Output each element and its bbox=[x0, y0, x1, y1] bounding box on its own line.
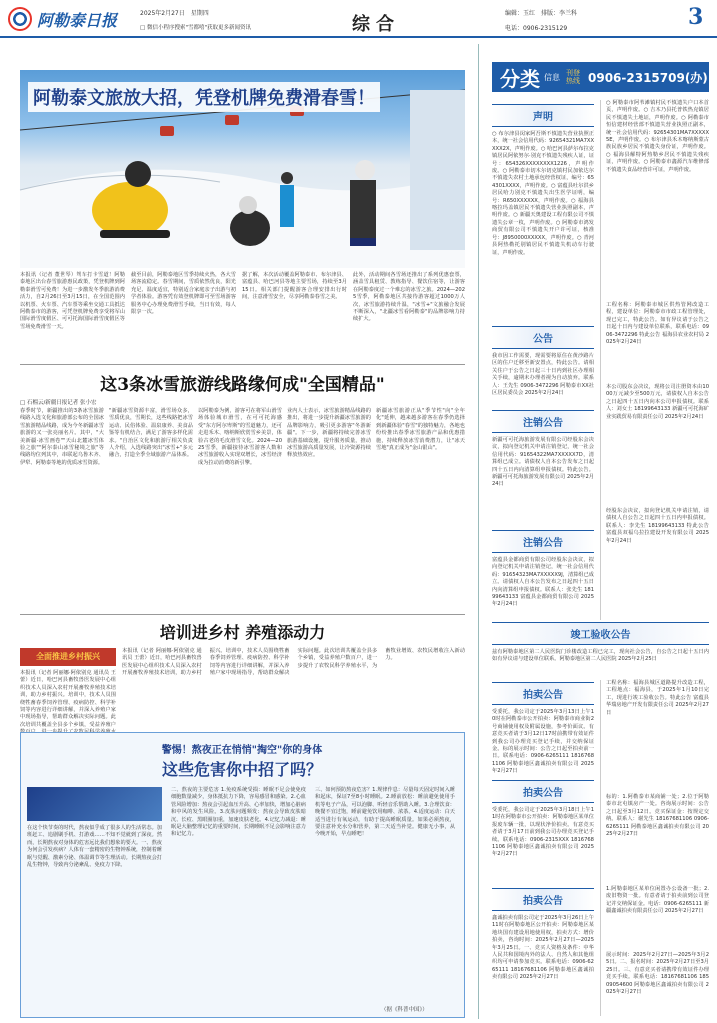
masthead bbox=[0, 0, 717, 38]
wechat-hint: □ 微信小程序搜索"雪都嘻"获取更多新闻资讯 bbox=[140, 25, 252, 31]
notice-title: 拍卖公告 bbox=[492, 780, 594, 803]
notice-body: 鑫诚拍卖有限公司定于2025年3月26日上午11时在阿勒泰地区公开拍卖：阿勒泰地区某地块国有建设用地使用权，拍卖方式：增价拍卖，咨询时间：2025年2月27日—2025年3月25日。一、竞买人资格及条件：中华人民共和国境内外的法人、自然人和其他组织均可申请参加竞买。联系电话：0906-6265111 18167681106 阿勒泰地区鑫诚拍卖有限公司 2025年2月27日 bbox=[492, 915, 594, 981]
notice-jungong bbox=[492, 622, 709, 677]
notice-body: 受委托，我公司定于2025年3月13日上午10时在阿勒泰市公开拍卖：阿勒泰市商业街2号商铺使用权及附属设施，参考价面议。有意竞买者请于3月12日17时前携带有效证件到我公司办理竞买登记手续，并交纳保证金。标的展示时间：公告之日起至拍卖前一日。联系电话：0906-6265111 18167681106 阿勒泰地区鑫诚拍卖有限公司 2025年2月27日 bbox=[492, 709, 594, 775]
notice-paimai-1 bbox=[492, 682, 594, 791]
notice-sheng-ming bbox=[492, 104, 594, 343]
health-illustration bbox=[27, 787, 162, 821]
divider bbox=[20, 364, 465, 365]
feature-byline: □ 石榴云/新疆日报记者 张小宏 bbox=[20, 400, 97, 406]
notice-body: 新疆可可托海旅游发展有限公司经股东会决议，拟向登记机关申请注销登记，统一社会信用代码：91654322MA7XXXXX7D，清算组已成立。请债权人自本公告发布之日起四十五日内向清算组申报债权。特此公告。新疆可可托海旅游发展有限公司 2025年2月24日 bbox=[492, 437, 594, 488]
health-kicker: 警惕！熬夜正在悄悄"掏空"你的身体 bbox=[161, 745, 323, 756]
notice-gonggao bbox=[492, 326, 594, 413]
notice-divider bbox=[600, 100, 601, 620]
lead-headline: 阿勒泰文旅放大招，凭登机牌免费滑春雪！ bbox=[28, 82, 380, 112]
logo-text: 阿勒泰日报 bbox=[37, 10, 118, 30]
notice-right-1: ○ 阿勒泰市阿苇滩镇村民不慎遗失户口本首页，声明作废。○ 吉木乃县托普铁热克镇居民不慎遗失土地证，声明作废。○ 阿勒泰市恒信建材经营部不慎遗失营业执照正副本，统一社会信用代码：92654301MA7XXXXX5E，声明作废。○ 布尔津县禾木喀纳斯蒙古族民族乡居民不慎遗失身份证，声明作废。○ 福海县解特阿热勒乡居民不慎遗失残疾证，声明作废。○ 阿勒泰市鑫源汽车维修部不慎遗失食品经营许可证，声明作废。 bbox=[606, 100, 709, 173]
editor-credit: 编辑：玉红 排版：李兰科 bbox=[505, 10, 578, 17]
hotline-label: 刊登热线 bbox=[566, 69, 580, 85]
notice-paimai-3 bbox=[492, 888, 594, 1021]
notice-body: 兹有阿勒泰地区第二人民医院门诊楼改造工程已完工，现向社会公告，自公告之日起十五日内如有异议请与建设单位联系。阿勒泰地区第二人民医院 2025年2月25日 bbox=[492, 649, 709, 663]
notice-right-3: 本公司股东会决议，现将公司注册资本由1000万元减少至500万元，请债权人自本公告之日起四十五日内向本公司申报债权。联系人：刘女士 18199643133 新疆可可托海矿业实践贸易有限责任公司 2025年2月24日 bbox=[606, 384, 709, 420]
rural-headline: 培训进乡村 养殖添动力 bbox=[159, 623, 326, 642]
notice-right-5: 工程名称：福海县城区道路提升改造工程，工程地点：福海县，于2025年1月10日完工，现进行竣工验收公告。特此公告 富蕴县华瑞房地产开发有限责任公司 2025年2月27日 bbox=[606, 680, 709, 716]
divider bbox=[20, 614, 465, 615]
health-source: （据《科普中国》） bbox=[381, 1007, 428, 1013]
health-body-col1: 在这个快节奏的时代，熬夜似乎成了很多人的生活常态。加班赶工、追剧刷手机、打游戏……不知不觉就到了深夜。然而，长期熬夜对身体的危害远比我们想象的要大。一、熬夜为何会引发疾病？人体有一套精密的生物钟系统，控制着睡眠与觉醒、激素分泌、体温调节等生理活动。长期熬夜会打乱生物钟，导致内分泌紊乱、免疫力下降。 bbox=[27, 825, 162, 869]
feature-body-col4: 业内人士表示，冰雪旅游精品线路的推出，将进一步提升新疆冰雪旅游的品牌影响力，吸引更多游客"冬游新疆"。下一步，新疆将持续完善冰雪旅游基础设施，提升服务质量，推动冰雪旅游高质量发展，让冷资源持续释放热效应。 bbox=[287, 408, 371, 459]
feature-body-col3: 以阿勒泰为例，游客可在将军山滑雪场体验城市滑雪，在可可托海感受"东方阿尔卑斯"的雪道魅力，还可走进禾木、喀纳斯欣赏雪乡美景，体验古老的毛皮滑雪文化。2024—2025雪季，新疆接待冰雪游客人数和冰雪旅游收入实现双增长，冰雪经济成为拉动消费的新引擎。 bbox=[198, 408, 282, 466]
notice-body: ○ 布尔津县闵家阿吾斯不慎遗失营业执照正本，统一社会信用代码：92654321MA7XXXXX2X，声明作废。○ 哈巴河县萨尔布拉克镇居民阿依努尔·别克不慎遗失残疾人证，证号：654326XXXXXXXX1226，声明作废。○ 阿勒泰市切木尔切克镇村民加依达尔不慎遗失农村土地承包经营权证，编号：654301XXXX，声明作废。○ 富蕴县吐尔洪乡居民哈力别克不慎遗失出生医学证明，编号：R650XXXXXX，声明作废。○ 福海县喀拉玛盖镇居民不慎遗失营业执照副本，声明作废。○ 新疆天奥建设工程有限公司不慎遗失公章一枚，声明作废。○ 阿勒泰市鸿发商贸有限公司不慎遗失开户许可证，核准号：J8950000XXXXX，声明作废。○ 青河县阿热勒托别镇居民不慎遗失机动车行驶证，声明作废。 bbox=[492, 131, 594, 256]
feature-body-col2: "新疆冰雪资源丰富，滑雪场众多，雪质优良，雪期长，这些线路把冰雪运动、民俗体验、温泉康养、美食品鉴等有机结合，满足了游客多样化需求。"自治区文化和旅游厅相关负责人介绍，入选线路突出"冰雪+"多元融合，打造全季全域旅游产品体系。 bbox=[109, 408, 193, 459]
classified-header bbox=[492, 62, 709, 92]
notice-right-8: 展示时间：2025年2月27日—2025年3月25日。二、报名时间：2025年2月27日至3月25日。三、有意竞买者请携带有效证件办理竞买手续。联系电话：18167681106 18509054600 阿勒泰地区鑫诚拍卖有限公司 2025年2月27日 bbox=[606, 952, 709, 996]
classified-title: 分类 bbox=[500, 66, 540, 91]
lead-body-col1: 本报讯（记者 董世琴）驾车打卡雪道！阿勒泰地区出台春雪旅游惠民政策，凭登机牌到阿勒泰滑雪可免费！为进一步激发冬季旅游消费活力，自2月26日至3月15日，在全国范围内以机票、火车票、汽车票等乘坐交通工具抵达阿勒泰市的游客，可凭登机牌免费享受将军山国际滑雪度假区、可可托海国际滑雪度假区等雪场免费滑雪一天。 bbox=[20, 272, 125, 330]
notice-right-2: 工程名称：阿勒泰市城区供热管网改造工程，建设单位：阿勒泰市市政工程管理处，现已完工，特此公告。如有异议请于公告之日起十日内与建设单位联系，联系电话：0906-3472296 特此公告 福海县农业农村局 2025年2月24日 bbox=[606, 302, 709, 346]
notice-title: 拍卖公告 bbox=[492, 888, 594, 911]
column-divider bbox=[478, 44, 479, 1019]
notice-right-7: 1.阿勒泰地区某单位闲置办公设备一批；2.废旧物资一批。有意者请于拍卖前到公司登记并交纳保证金。电话：0906-6265111 新疆鑫诚拍卖有限责任公司 2025年2月27日 bbox=[606, 886, 709, 915]
notice-right-4: 经股东会决议，拟向登记机关申请注销，请债权人自公告之日起四十五日内申报债权。联系人：李先生 18199643133 特此公告 富蕴县双福乌拉拉建设开发有限公司 2025年2月24日 bbox=[606, 508, 709, 544]
classified-subtitle: 信息 bbox=[544, 72, 560, 82]
feature-body-col1: 春季时节，新疆推出的3条冰雪旅游线路入选文化和旅游部公布的全国冰雪旅游精品线路，成为今冬新疆冰雪旅游的又一张亮丽名片。其中，"大美新疆·冰雪画卷""天山北麓冰雪体验之旅""阿尔泰山冰雪秘境之旅"等线路均位列其中，串联起乌鲁木齐、伊犁、阿勒泰等地的优质冰雪资源。 bbox=[20, 408, 104, 466]
rural-body-b: 本报讯（记者 阿丽娜·阿依别克 通讯员 王蕾）近日，哈巴河县畜牧兽医发展中心组织技术人员深入农村开展畜牧养殖技术培训，助力乡村振兴。培训中，技术人员围绕牲畜春季饲养管理、疫病防控、科学补饲等内容进行详细讲解，并深入养殖户家中现场指导，帮助群众解决实际问题。此次培训共覆盖全县多个乡镇，受益养殖户数百户，进一步提升了农牧民科学养殖水平，为畜牧业增效、农牧民增收注入新动力。 bbox=[122, 648, 465, 677]
notice-divider bbox=[600, 680, 601, 1016]
notice-title: 注销公告 bbox=[492, 530, 594, 553]
rural-banner: 全面推进乡村振兴 bbox=[20, 648, 116, 666]
notice-title: 拍卖公告 bbox=[492, 682, 594, 705]
notice-right-6: 标的：1.阿勒泰市某商铺一处；2.位于阿勒泰市北屯镇房产一处。咨询展示时间：公告之日起至3月12日。竞买保证金：按规定交纳。联系人：谢先生 18167681106 0906-6265111 阿勒泰地区鑫诚拍卖有限公司 2025年2月27日 bbox=[606, 794, 709, 838]
notice-title: 竣工验收公告 bbox=[492, 622, 709, 645]
health-box bbox=[20, 732, 465, 1018]
section-title: 综合 bbox=[352, 14, 400, 35]
rural-body-a: 本报讯（记者 阿丽娜·阿依别克 通讯员 王蕾）近日，哈巴河县畜牧兽医发展中心组织技术人员深入农村开展畜牧养殖技术培训，助力乡村振兴。培训中，技术人员围绕牲畜春季饲养管理、疫病防控、科学补饲等内容进行详细讲解，并深入养殖户家中现场指导，帮助群众解决实际问题。此次培训共覆盖全县多个乡镇，受益养殖户 bbox=[20, 670, 116, 728]
health-body-col3: 三、如何预防熬夜危害？1.规律作息：尽量每天固定时间入睡和起床，保证7至8小时睡眠。2.睡前放松：睡前避免使用手机等电子产品，可以泡脚、听轻音乐帮助入睡。3.合理饮食：晚餐不宜过饱，睡前避免饮用咖啡、浓茶。4.适度运动：白天适当进行有氧运动，有助于提高睡眠质量。如果必须熬夜，要注意补充水分和营养，第二天适当补觉。健康无小事，从今晚开始，早点睡吧！ bbox=[315, 787, 455, 838]
health-headline: 这些危害你中招了吗？ bbox=[161, 760, 322, 779]
notice-paimai-2 bbox=[492, 780, 594, 903]
health-body-col2: 二、熬夜的主要危害 1.免疫系统受损：睡眠不足会使免疫细胞数量减少，身体抵抗力下降，容易感冒和感染。2.心血管风险增加：熬夜会引起血压升高、心率加快，增加心脏病和中风的发生风险。3.皮肤问题频发：熬夜会导致皮肤暗沉、长痘、黑眼圈加重，加速皮肤老化。4.记忆力减退：睡眠是大脑整理记忆的重要时间，长期睡眠不足会影响注意力和记忆力。 bbox=[171, 787, 306, 838]
notice-body: 受委托，我公司定于2025年3月18日上午11时在阿勒泰市公开拍卖：阿勒泰地区某单位报废车辆一批，以现状净价拍卖。有意竞买者请于3月17日前到我公司办理竞买登记手续。联系电话：0906-2315XXX 18167681106 阿勒泰地区鑫诚拍卖有限公司 2025年2月27日 bbox=[492, 807, 594, 858]
lead-body-col3: 据了解，本次活动覆盖阿勒泰市、布尔津县、富蕴县、哈巴河县等地主要雪场，持续至3月15日。相关部门提醒游客合理安排出行时间，注意滑雪安全，尽享阿勒泰春雪之美。 bbox=[242, 272, 347, 301]
page-number: 3 bbox=[688, 4, 704, 30]
notice-body: 富蕴县金都商贸有限公司经股东会决议，拟向登记机关申请注销登记，统一社会信用代码：91654323MA7XXXXX9J，清算组已成立。请债权人自本公告发布之日起四十五日内向清算组申报债权。联系人：张先生 18199643133 富蕴县金都商贸有限公司 2025年2月24日 bbox=[492, 557, 594, 608]
logo-emblem-icon bbox=[8, 7, 32, 31]
notice-body: 我市因工作需要，现需要将原住在黄沙路片区的住户迁移至新安置点，特此公告。请相关住户于公告之日起三十日内到社区办理相关手续，逾期未办理者视为自动放弃。联系人：王先生 0906-3472296 阿勒泰市XX社区居民委员会 2025年2月24日 bbox=[492, 353, 594, 397]
issue-date: 2025年2月27日 星期四 bbox=[140, 10, 209, 17]
lead-body-col4: 此外，活动期间各雪场还推出了系列优惠套票，涵盖雪具租赁、教练指导、餐饮住宿等，让游客在阿勒泰度过一个难忘的冰雪之旅。2024—2025雪季，阿勒泰地区共接待游客超过1000万人次，冰雪旅游持续升温，"冰雪+"文旅融合发展不断深入，"北疆冰雪看阿勒泰"的品牌影响力持续扩大。 bbox=[353, 272, 465, 323]
lead-body-col2: 截至目前，阿勒泰地区雪季持续火热，各大雪场客流稳定。春雪期间，雪质依然优良，阳光充足、温度适宜，特别适合家庭亲子出游与初学者体验。游客凭有效登机牌即可至雪场游客服务中心办理免费滑雪手续，当日有效，每人限享一次。 bbox=[131, 272, 236, 316]
editor-phone: 电话：0906-2315129 bbox=[505, 25, 568, 32]
notice-title: 注销公告 bbox=[492, 410, 594, 433]
notice-title: 声明 bbox=[492, 104, 594, 127]
newspaper-logo bbox=[8, 6, 132, 32]
feature-body-col5: 新疆冰雪旅游正从"季节性"向"全年化"延伸，越来越多游客在春季仍选择到新疆体验"春雪"的独特魅力，各地也纷纷推出春季冰雪旅游产品和优惠措施，持续释放冰雪消费潜力，让"冰天雪地"真正成为"金山银山"。 bbox=[376, 408, 465, 452]
notice-title: 公告 bbox=[492, 326, 594, 349]
hotline-phone: 0906-2315709(办) bbox=[588, 70, 708, 85]
feature-headline: 这3条冰雪旅游线路缘何成"全国精品" bbox=[100, 375, 385, 395]
notice-zhuxiao-1 bbox=[492, 410, 594, 533]
